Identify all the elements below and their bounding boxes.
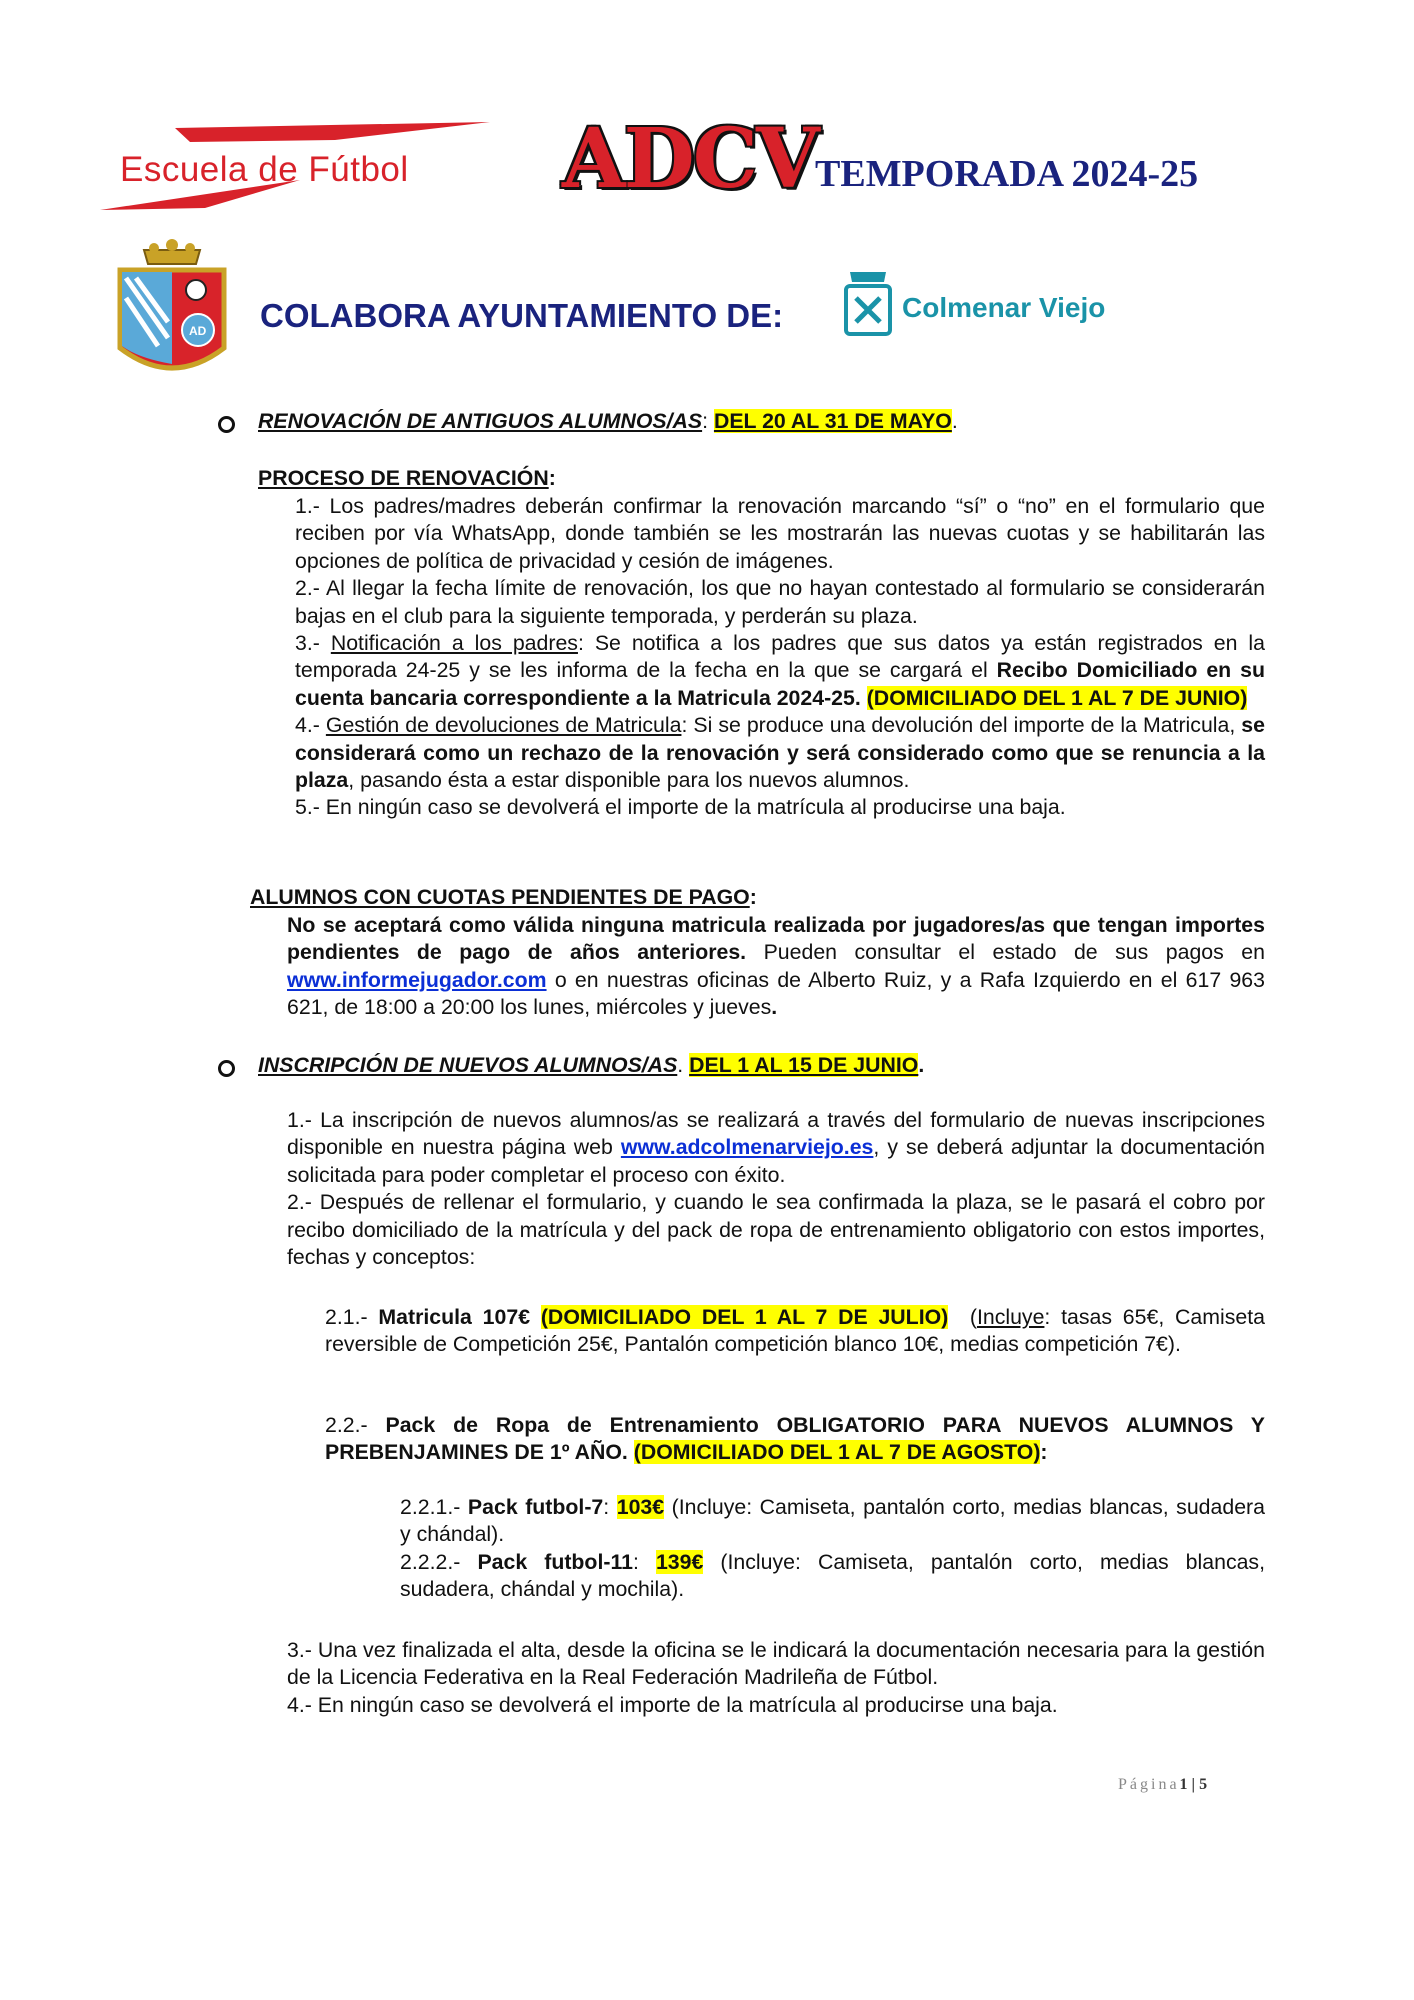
step-3-label: Notificación a los padres: [330, 631, 578, 656]
step-2-2-space: [628, 1440, 634, 1464]
footer-total: 5: [1199, 1776, 1208, 1793]
pendientes-title: ALUMNOS CON CUOTAS PENDIENTES DE PAGO: [250, 885, 750, 909]
pendientes-end: .: [771, 995, 778, 1020]
step-2-1-incluye: Incluye: [976, 1305, 1045, 1329]
inscripcion-dates: DEL 1 AL 15 DE JUNIO: [689, 1053, 919, 1077]
pack-11-colon: :: [632, 1549, 656, 1574]
inscripcion-step-1-text: 1.- La inscripción de nuevos alumnos/as se realizará a través del formulario de nuevas inscripciones disponible en nuestra página web: [287, 1108, 1265, 1160]
inscripcion-steps-1-2: [287, 1107, 1265, 1271]
renovacion-end: .: [951, 409, 958, 433]
footer-sep: |: [1187, 1776, 1200, 1793]
step-4-bold: se considerará como un rechazo de la renovación y será considerado como que se renuncia a la plaza: [295, 713, 1265, 793]
renovacion-step-4: [295, 712, 1265, 794]
step-2-2-bold: Pack de Ropa de Entrenamiento OBLIGATORIO PARA NUEVOS ALUMNOS Y PREBENJAMINES DE 1º AÑO.: [325, 1413, 1265, 1465]
pendientes-heading: [250, 885, 757, 910]
colabora-heading: COLABORA AYUNTAMIENTO DE:: [260, 297, 784, 334]
inscripcion-steps-3-4: [287, 1637, 1265, 1719]
pack-11-num: 2.2.2.-: [400, 1549, 478, 1574]
pendientes-colon: :: [749, 885, 757, 909]
renovacion-dates: DEL 20 AL 31 DE MAYO: [713, 409, 952, 433]
pendientes-text-2: o en nuestras oficinas de Alberto Ruiz, y a Rafa Izquierdo en el 617 963 621, de 18:00 a 20:00 los lunes, miércoles y jueves: [287, 967, 1265, 1020]
inscripcion-heading: [258, 1053, 924, 1078]
adcolmenarviejo-link[interactable]: www.adcolmenarviejo.es: [620, 1135, 874, 1160]
proceso-heading: [258, 466, 556, 491]
step-3-num: 3.-: [295, 631, 331, 656]
pack-futbol-7: [400, 1494, 1265, 1549]
inscripcion-step-2-2: [325, 1412, 1265, 1467]
renovacion-sep: :: [702, 409, 714, 433]
renovacion-step-3: [295, 630, 1265, 712]
pack-7-num: 2.2.1.-: [400, 1495, 468, 1519]
renovacion-title: RENOVACIÓN DE ANTIGUOS ALUMNOS/AS: [258, 409, 703, 433]
inscripcion-step-2-2-packs: [400, 1494, 1265, 1604]
pack-11-price: 139€: [655, 1549, 704, 1574]
pack-11-name: Pack futbol-11: [477, 1549, 633, 1574]
colmenar-viejo-logo-text: Colmenar Viejo: [902, 292, 1106, 323]
adcv-logo: ADCV: [562, 111, 818, 207]
pendientes-text-1: Pueden consultar el estado de sus pagos en: [746, 940, 1265, 965]
proceso-title: PROCESO DE RENOVACIÓN: [258, 466, 549, 490]
step-2-2-num: 2.2.-: [325, 1413, 386, 1437]
pendientes-text: [287, 912, 1265, 1022]
step-3-highlight: (DOMICILIADO DEL 1 AL 7 DE JUNIO): [866, 685, 1248, 710]
step-2-1-highlight: (DOMICILIADO DEL 1 AL 7 DE JULIO): [540, 1305, 949, 1329]
step-4-text: : Si se produce una devolución del importe de la Matricula,: [681, 713, 1242, 738]
informejugador-link[interactable]: www.informejugador.com: [287, 967, 547, 992]
inscripcion-sep: .: [677, 1053, 690, 1077]
renovacion-step-1: 1.- Los padres/madres deberán confirmar la renovación marcando “sí” o “no” en el formulario que reciben por vía WhatsApp, donde también se les mostrarán las nuevas cuotas y se habilitarán las opciones de política de privacidad y cesión de imágenes.: [295, 494, 1265, 573]
step-4-end: , pasando ésta a estar disponible para los nuevos alumnos.: [348, 768, 910, 793]
inscripcion-step-2: 2.- Después de rellenar el formulario, y cuando le sea confirmada la plaza, se le pasará el cobro por recibo domiciliado de la matrícula y del pack de ropa de entrenamiento obligatorio con estos importes, fechas y conceptos:: [287, 1190, 1265, 1270]
step-3-bold: Recibo Domiciliado en su cuenta bancaria correspondiente a la Matricula 2024-25.: [295, 658, 1265, 710]
inscripcion-step-1-end: , y se deberá adjuntar la documentación solicitada para poder completar el proceso con éxito.: [287, 1135, 1265, 1187]
club-crest: [114, 238, 230, 376]
renovacion-step-5: 5.- En ningún caso se devolverá el importe de la matrícula al producirse una baja.: [295, 795, 1066, 820]
svg-text:AD: AD: [189, 324, 207, 338]
page-footer: [1118, 1776, 1207, 1794]
step-2-1-num: 2.1.-: [325, 1305, 379, 1329]
step-3-space: [861, 686, 867, 710]
inscripcion-end: .: [918, 1053, 925, 1077]
inscripcion-title: INSCRIPCIÓN DE NUEVOS ALUMNOS/AS: [258, 1053, 678, 1077]
inscripcion-step-4: 4.- En ningún caso se devolverá el importe de la matrícula al producirse una baja.: [287, 1692, 1058, 1717]
step-4-label: Gestión de devoluciones de Matricula: [325, 713, 682, 738]
step-3-text: : Se notifica a los padres que sus datos ya están registrados en la temporada 24-25 y se les informa de la fecha en la que se cargará el: [295, 631, 1265, 683]
step-2-2-highlight: (DOMICILIADO DEL 1 AL 7 DE AGOSTO): [633, 1440, 1041, 1465]
step-2-1-open: (: [948, 1305, 977, 1329]
renovacion-heading: [258, 409, 958, 434]
step-4-num: 4.-: [295, 713, 326, 738]
renovacion-step-2: 2.- Al llegar la fecha límite de renovación, los que no hayan contestado al formulario se considerarán bajas en el club para la siguiente temporada, y perderán su plaza.: [295, 576, 1265, 628]
pack-11-text: (Incluye: Camiseta, pantalón corto, medias blancas, sudadera, chándal y mochila).: [400, 1549, 1265, 1602]
inscripcion-step-3: 3.- Una vez finalizada el alta, desde la oficina se le indicará la documentación necesaria para la gestión de la Licencia Federativa en la Real Federación Madrileña de Fútbol.: [287, 1638, 1265, 1690]
pack-7-text: (Incluye: Camiseta, pantalón corto, medias blancas, sudadera y chándal).: [400, 1495, 1265, 1547]
pendientes-bold: No se aceptará como válida ninguna matricula realizada por jugadores/as que tengan importes pendientes de pago de años anteriores.: [287, 913, 1265, 965]
proceso-colon: :: [548, 466, 556, 490]
escuela-logo-text: Escuela de Fútbol: [120, 150, 409, 189]
season-title: TEMPORADA 2024-25: [815, 153, 1199, 195]
pack-7-name: Pack futbol-7: [467, 1495, 604, 1519]
renovacion-steps: [295, 493, 1265, 822]
pack-7-price: 103€: [616, 1495, 665, 1519]
footer-page: 1: [1179, 1776, 1188, 1793]
pack-futbol-11: [400, 1549, 1265, 1604]
step-2-1-bold: Matricula 107€: [378, 1305, 531, 1329]
bullet-inscripcion: [218, 1060, 235, 1077]
step-2-1-text: : tasas 65€, Camiseta reversible de Competición 25€, Pantalón competición blanco 10€, medias competición 7€).: [325, 1305, 1265, 1357]
pack-7-colon: :: [603, 1495, 617, 1519]
bullet-renovacion: [218, 416, 235, 433]
colmenar-viejo-logo-icon: [838, 268, 898, 338]
footer-label: Página: [1118, 1776, 1180, 1793]
step-2-1-space: [530, 1305, 541, 1329]
step-2-2-colon: :: [1040, 1440, 1048, 1465]
inscripcion-step-2-1: [325, 1304, 1265, 1359]
inscripcion-step-1: [287, 1107, 1265, 1189]
